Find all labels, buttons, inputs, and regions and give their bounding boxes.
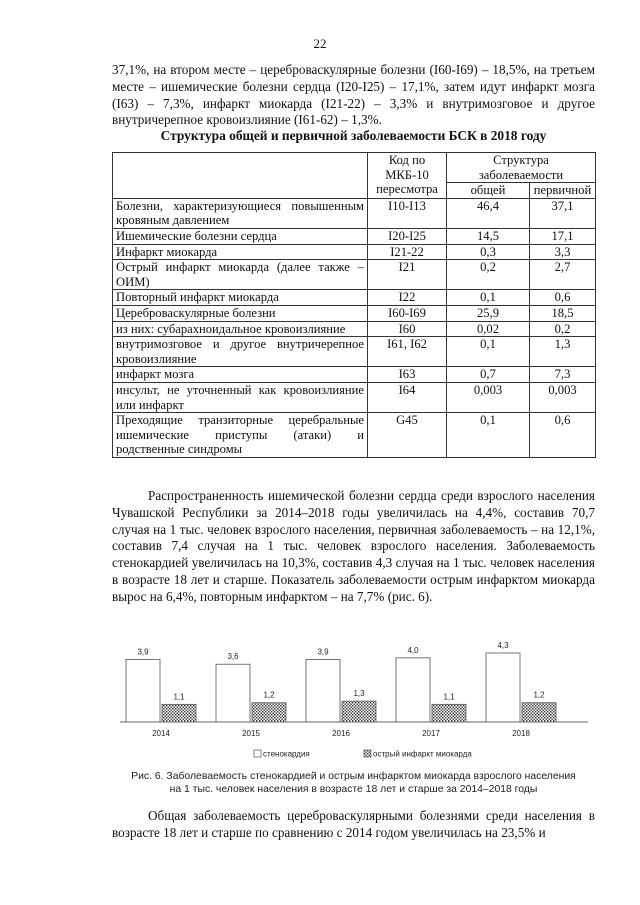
figure-caption-line-2: на 1 тыс. человек населения в возрасте 18 лет и старше за 2014–2018 годы bbox=[169, 784, 538, 795]
row-code: I21 bbox=[368, 260, 447, 290]
row-name: внутримозговое и другое внутричерепное кровоизлияние bbox=[113, 337, 368, 367]
row-general: 25,9 bbox=[447, 305, 530, 321]
row-code: I20-I25 bbox=[368, 228, 447, 244]
row-general: 0,2 bbox=[447, 260, 530, 290]
legend-swatch-angina bbox=[254, 750, 261, 757]
row-code: G45 bbox=[368, 413, 447, 458]
row-primary: 3,3 bbox=[530, 244, 596, 260]
bar-acute-mi bbox=[522, 703, 556, 722]
row-code: I22 bbox=[368, 290, 447, 306]
row-primary: 0,003 bbox=[530, 382, 596, 412]
x-tick-label: 2015 bbox=[242, 729, 260, 738]
table-row bbox=[113, 413, 596, 458]
bar-chart bbox=[112, 636, 595, 772]
bar-acute-mi bbox=[162, 704, 196, 722]
header-disease-name bbox=[113, 153, 368, 199]
row-name: Преходящие транзиторные церебральные ишемические приступы (атаки) и родственные синдромы bbox=[113, 413, 368, 458]
legend-label-angina: стенокардия bbox=[263, 749, 310, 759]
row-code: I60 bbox=[368, 321, 447, 337]
bar-acute-mi bbox=[432, 704, 466, 722]
table-row bbox=[113, 198, 596, 228]
data-label-acute-mi: 1,2 bbox=[263, 690, 275, 700]
paragraph-prevalence: Распространенность ишемической болезни сердца среди взрослого населения Чувашской Республики за 2014–2018 годы увеличилась на 4,4%, составив 70,7 случая на 1 тыс. человек взрослого населения, первичная заболеваемость – на 12,1%, составив 7,4 случая на 1 тыс. человек взрослого населения. Заболеваемость стенокардией увеличилась на 10,3%, составив 4,3 случая на 1 тыс. человек населения в возрасте 18 лет и старше. Показатель заболеваемости острым инфарктом миокарда вырос на 6,4%, повторным инфарктом – на 7,7% (рис. 6). bbox=[112, 488, 595, 604]
bar-acute-mi bbox=[252, 703, 286, 722]
row-primary: 18,5 bbox=[530, 305, 596, 321]
row-general: 0,7 bbox=[447, 367, 530, 383]
table-row bbox=[113, 367, 596, 383]
header-code: Код по МКБ-10 пересмотра bbox=[368, 153, 447, 199]
table-row bbox=[113, 321, 596, 337]
figure-caption bbox=[112, 770, 595, 796]
row-primary: 37,1 bbox=[530, 198, 596, 228]
row-primary: 1,3 bbox=[530, 337, 596, 367]
bar-angina bbox=[126, 659, 160, 722]
row-general: 0,02 bbox=[447, 321, 530, 337]
table-title: Структура общей и первичной заболеваемости БСК в 2018 году bbox=[160, 128, 547, 143]
row-name: Инфаркт миокарда bbox=[113, 244, 368, 260]
table-row bbox=[113, 337, 596, 367]
header-general: общей bbox=[447, 183, 530, 199]
bar-acute-mi bbox=[342, 701, 376, 722]
x-tick-label: 2014 bbox=[152, 729, 170, 738]
row-name: Повторный инфаркт миокарда bbox=[113, 290, 368, 306]
row-code: I60-I69 bbox=[368, 305, 447, 321]
row-name: Цереброваскулярные болезни bbox=[113, 305, 368, 321]
table-row bbox=[113, 382, 596, 412]
row-general: 0,1 bbox=[447, 413, 530, 458]
data-label-acute-mi: 1,1 bbox=[173, 692, 185, 702]
bar-angina bbox=[396, 658, 430, 722]
row-primary: 0,6 bbox=[530, 413, 596, 458]
data-label-acute-mi: 1,1 bbox=[443, 692, 455, 702]
paragraph-cerebrovascular: Общая заболеваемость цереброваскулярными болезнями среди населения в возрасте 18 лет и старше по сравнению с 2014 годом увеличилась на 23,5% и bbox=[112, 808, 595, 840]
row-primary: 7,3 bbox=[530, 367, 596, 383]
x-tick-label: 2018 bbox=[512, 729, 530, 738]
row-name: инсульт, не уточненный как кровоизлияние или инфаркт bbox=[113, 382, 368, 412]
data-label-angina: 3,9 bbox=[317, 647, 329, 657]
row-general: 0,003 bbox=[447, 382, 530, 412]
bar-angina bbox=[216, 664, 250, 722]
row-code: I63 bbox=[368, 367, 447, 383]
table-row bbox=[113, 305, 596, 321]
figure-caption-line-1: Рис. 6. Заболеваемость стенокардией и острым инфарктом миокарда взрослого населения bbox=[131, 771, 576, 782]
x-tick-label: 2017 bbox=[422, 729, 440, 738]
row-general: 14,5 bbox=[447, 228, 530, 244]
row-name: Ишемические болезни сердца bbox=[113, 228, 368, 244]
row-name: Болезни, характеризующиеся повышенным кровяным давлением bbox=[113, 198, 368, 228]
data-label-angina: 3,6 bbox=[227, 652, 239, 662]
bar-angina bbox=[486, 653, 520, 722]
row-primary: 0,2 bbox=[530, 321, 596, 337]
row-general: 46,4 bbox=[447, 198, 530, 228]
row-name: из них: субарахноидальное кровоизлияние bbox=[113, 321, 368, 337]
row-primary: 2,7 bbox=[530, 260, 596, 290]
row-general: 0,3 bbox=[447, 244, 530, 260]
legend-swatch-acute-mi bbox=[364, 750, 371, 757]
row-general: 0,1 bbox=[447, 337, 530, 367]
row-primary: 0,6 bbox=[530, 290, 596, 306]
data-label-angina: 4,0 bbox=[407, 645, 419, 655]
data-label-acute-mi: 1,2 bbox=[533, 690, 545, 700]
x-tick-label: 2016 bbox=[332, 729, 350, 738]
table-row bbox=[113, 260, 596, 290]
header-primary: первичной bbox=[530, 183, 596, 199]
data-label-acute-mi: 1,3 bbox=[353, 689, 365, 699]
data-label-angina: 4,3 bbox=[497, 641, 509, 650]
data-label-angina: 3,9 bbox=[137, 647, 149, 657]
table-body bbox=[113, 198, 596, 457]
header-structure: Структура заболеваемости bbox=[447, 153, 596, 183]
paragraph-intro: 37,1%, на втором месте – цереброваскулярные болезни (I60-I69) – 18,5%, на третьем месте – ишемические болезни сердца (I20-I25) – 17,1%, затем идут инфаркт мозга (I63) – 7,3%, инфаркт миокарда (I21-22) – 3,3% и внутримозговое и другое внутричерепное кровоизлияние (I61-62) – 1,3%. bbox=[112, 62, 595, 128]
morbidity-table bbox=[112, 152, 596, 458]
legend-label-acute-mi: острый инфаркт миокарда bbox=[373, 749, 472, 759]
row-code: I61, I62 bbox=[368, 337, 447, 367]
row-primary: 17,1 bbox=[530, 228, 596, 244]
table-header-row bbox=[113, 153, 596, 183]
table-row bbox=[113, 244, 596, 260]
row-code: I10-I13 bbox=[368, 198, 447, 228]
figure-chart bbox=[112, 636, 595, 772]
row-name: инфаркт мозга bbox=[113, 367, 368, 383]
bar-angina bbox=[306, 659, 340, 722]
table-row bbox=[113, 290, 596, 306]
table-row bbox=[113, 228, 596, 244]
page-number: 22 bbox=[313, 36, 327, 51]
row-general: 0,1 bbox=[447, 290, 530, 306]
row-code: I21-22 bbox=[368, 244, 447, 260]
row-name: Острый инфаркт миокарда (далее также – ОИМ) bbox=[113, 260, 368, 290]
row-code: I64 bbox=[368, 382, 447, 412]
